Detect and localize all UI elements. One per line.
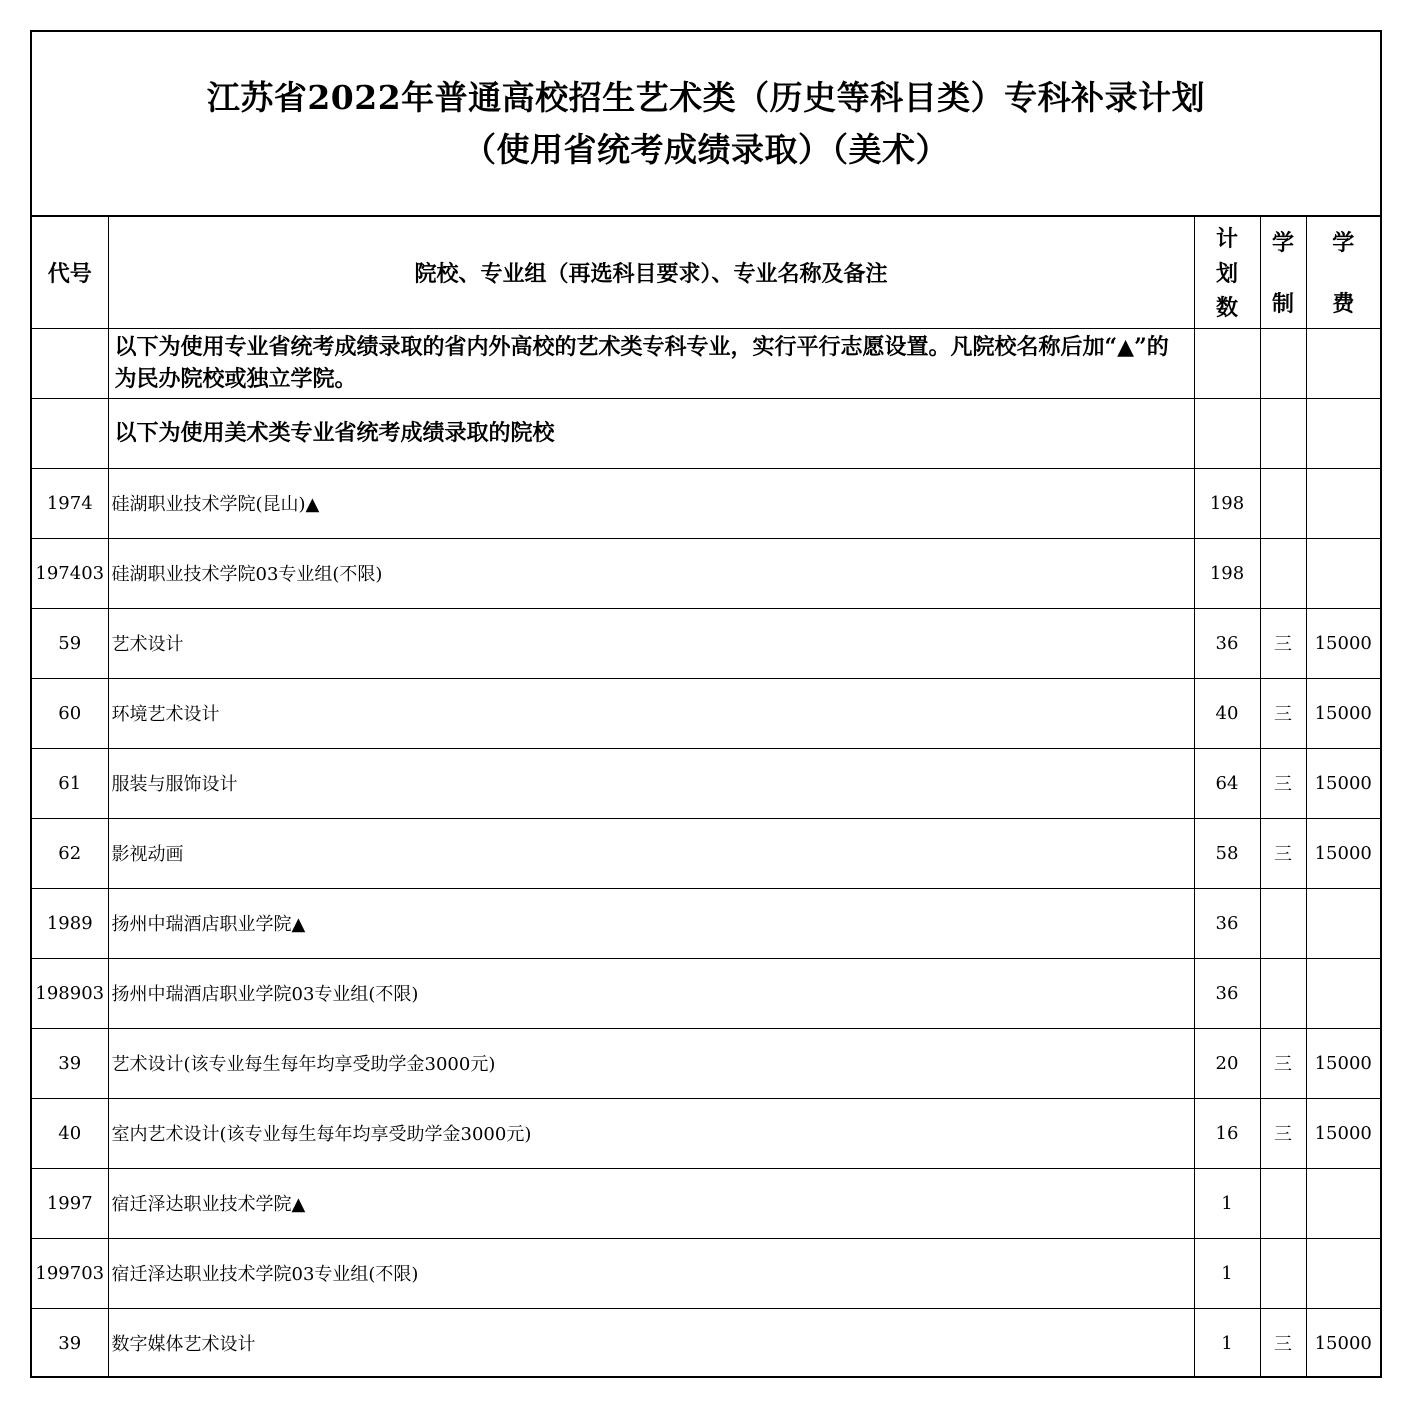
admission-plan-sheet [30, 30, 1382, 1378]
row-years: 三 [1260, 1308, 1306, 1378]
row-fee [1306, 468, 1380, 538]
header-fee-char-1: 学 [1332, 230, 1355, 257]
row-name: 室内艺术设计(该专业每生每年均享受助学金3000元) [108, 1098, 1194, 1168]
row-years: 三 [1260, 748, 1306, 818]
row-code: 40 [32, 1098, 108, 1168]
row-name: 硅湖职业技术学院03专业组(不限) [108, 538, 1194, 608]
row-name: 扬州中瑞酒店职业学院▲ [108, 888, 1194, 958]
row-plan: 58 [1194, 818, 1260, 888]
note-text: 以下为使用专业省统考成绩录取的省内外高校的艺术类专科专业，实行平行志愿设置。凡院校名称后加“▲”的为民办院校或独立学院。 [108, 328, 1194, 398]
row-code: 197403 [32, 538, 108, 608]
row-plan: 20 [1194, 1028, 1260, 1098]
note-row [32, 328, 1380, 398]
header-plan-char-2: 划 [1215, 260, 1238, 287]
row-name: 扬州中瑞酒店职业学院03专业组(不限) [108, 958, 1194, 1028]
row-plan: 198 [1194, 538, 1260, 608]
row-plan: 64 [1194, 748, 1260, 818]
row-plan: 36 [1194, 608, 1260, 678]
header-fee-char-2: 费 [1332, 291, 1355, 318]
row-code: 1997 [32, 1168, 108, 1238]
header-plan-char-1: 计 [1215, 226, 1238, 253]
row-plan: 36 [1194, 958, 1260, 1028]
row-code: 198903 [32, 958, 108, 1028]
table-row [32, 1028, 1380, 1098]
row-fee: 15000 [1306, 1308, 1380, 1378]
table-row [32, 888, 1380, 958]
page-title: 江苏省2022年普通高校招生艺术类（历史等科目类）专科补录计划 [206, 77, 1206, 117]
row-code: 1974 [32, 468, 108, 538]
header-name: 院校、专业组（再选科目要求）、专业名称及备注 [108, 217, 1194, 328]
note-row [32, 398, 1380, 468]
page-subtitle: （使用省统考成绩录取）（美术） [463, 129, 949, 169]
row-code: 39 [32, 1028, 108, 1098]
row-years: 三 [1260, 818, 1306, 888]
row-code: 1989 [32, 888, 108, 958]
row-name: 服装与服饰设计 [108, 748, 1194, 818]
row-years: 三 [1260, 608, 1306, 678]
header-plan-char-3: 数 [1215, 295, 1238, 322]
row-name: 宿迁泽达职业技术学院▲ [108, 1168, 1194, 1238]
row-name: 艺术设计 [108, 608, 1194, 678]
row-plan: 16 [1194, 1098, 1260, 1168]
row-years [1260, 468, 1306, 538]
row-code: 199703 [32, 1238, 108, 1308]
header-years [1260, 217, 1306, 328]
row-years: 三 [1260, 1028, 1306, 1098]
row-fee: 15000 [1306, 748, 1380, 818]
header-fee [1306, 217, 1380, 328]
row-code: 60 [32, 678, 108, 748]
row-years: 三 [1260, 678, 1306, 748]
row-plan: 36 [1194, 888, 1260, 958]
header-years-char-2: 制 [1271, 291, 1294, 318]
row-fee: 15000 [1306, 608, 1380, 678]
row-name: 艺术设计(该专业每生每年均享受助学金3000元) [108, 1028, 1194, 1098]
table-row [32, 958, 1380, 1028]
header-years-char-1: 学 [1271, 230, 1294, 257]
row-years [1260, 958, 1306, 1028]
row-fee: 15000 [1306, 818, 1380, 888]
table-row [32, 678, 1380, 748]
table-row [32, 1168, 1380, 1238]
table-row [32, 1238, 1380, 1308]
row-plan: 40 [1194, 678, 1260, 748]
table-row [32, 748, 1380, 818]
row-fee [1306, 1238, 1380, 1308]
row-name: 宿迁泽达职业技术学院03专业组(不限) [108, 1238, 1194, 1308]
row-plan: 198 [1194, 468, 1260, 538]
header-plan [1194, 217, 1260, 328]
row-code: 61 [32, 748, 108, 818]
row-fee [1306, 538, 1380, 608]
row-years [1260, 1238, 1306, 1308]
row-name: 影视动画 [108, 818, 1194, 888]
row-code: 59 [32, 608, 108, 678]
row-fee: 15000 [1306, 1028, 1380, 1098]
row-fee [1306, 1168, 1380, 1238]
row-name: 环境艺术设计 [108, 678, 1194, 748]
table-row [32, 1308, 1380, 1378]
row-fee: 15000 [1306, 678, 1380, 748]
row-years [1260, 538, 1306, 608]
row-name: 数字媒体艺术设计 [108, 1308, 1194, 1378]
row-years [1260, 1168, 1306, 1238]
row-code: 62 [32, 818, 108, 888]
table-row [32, 818, 1380, 888]
row-fee [1306, 958, 1380, 1028]
row-code: 39 [32, 1308, 108, 1378]
row-plan: 1 [1194, 1238, 1260, 1308]
row-years [1260, 888, 1306, 958]
header-code: 代号 [32, 217, 108, 328]
table-row [32, 468, 1380, 538]
note-text: 以下为使用美术类专业省统考成绩录取的院校 [108, 398, 1194, 468]
row-fee: 15000 [1306, 1098, 1380, 1168]
plan-table [32, 217, 1380, 1378]
table-header-row [32, 217, 1380, 328]
table-row [32, 538, 1380, 608]
row-plan: 1 [1194, 1168, 1260, 1238]
table-row [32, 608, 1380, 678]
row-plan: 1 [1194, 1308, 1260, 1378]
row-name: 硅湖职业技术学院(昆山)▲ [108, 468, 1194, 538]
row-fee [1306, 888, 1380, 958]
title-block [32, 32, 1380, 217]
row-years: 三 [1260, 1098, 1306, 1168]
table-row [32, 1098, 1380, 1168]
